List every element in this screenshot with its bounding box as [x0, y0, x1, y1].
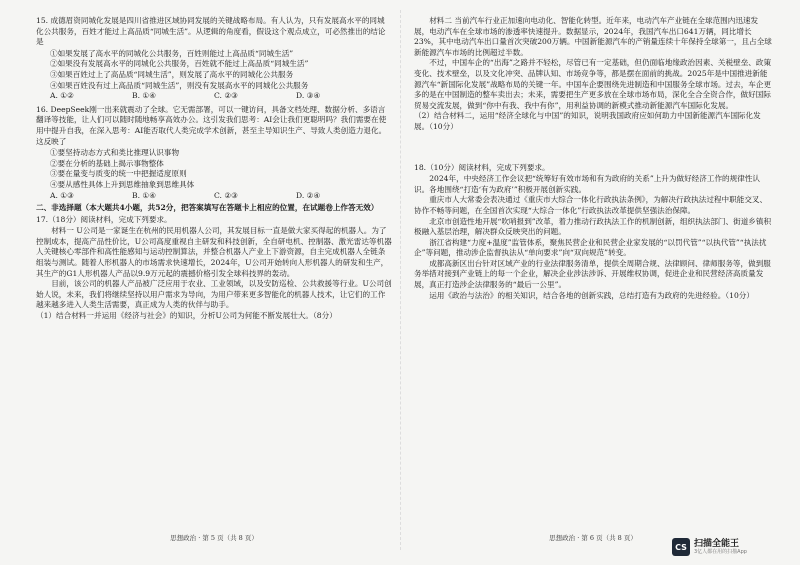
q17-material-1b: 目前，该公司的机器人产品被广泛应用于农业、工业领域，以及安防巡检、公共救援等行业。U公司创始人说，未来，我们将继续坚持以用户需求为导向，为用户带来更多智能化的机器人技术，让它们的工作越来越多进入人类生活需要，真正成为人类的伙伴与助手。 — [36, 279, 392, 310]
q15-item-3: ③如果百姓过上了高品质“同城生活”，则发展了高水平的同城化公共服务 — [50, 69, 294, 79]
q16-options — [36, 191, 392, 202]
right-page — [414, 16, 772, 543]
q18-para-1: 2024年，中央经济工作会议把“统筹好有效市场和有为政府的关系”上升为做好经济工作的规律性认识。各地围绕“打造‘有为政府’”积极开展创新实践。 — [414, 174, 761, 194]
q18-para-5: 成都高新区出台针对区域产业的行业法律服务清单，提供全周期合规、法律顾问、律师服务等，做到服务举措对接到产业链上的每一个企业，解决企业涉法涉诉、开展维权协调，促进企业和民营经济高质量发展，真正打造涉企法律服务的“最后一公里”。 — [414, 258, 771, 290]
watermark-subtitle: 3亿人都在用的扫描App — [694, 548, 747, 555]
q18-para-4: 浙江省构建“力度+温度”监管体系，聚焦民营企业和民营企业家发展的“以罚代管”“以执代管”“执法扰企”等问题，推动涉企监督执法从“单向要求”向“双向规范”转变。 — [414, 237, 767, 258]
q16-stem: 16. DeepSeek刚一出来就震动了全球。它无需部署，可以一键访问，具备文档处理、数据分析、多语言翻译等技能，让人们可以随时随地畅享高效办公。这引发我们思考：AI会让我们更聪明吗？我们需要在使用中提升自我，在深入思考：AI能否取代人类完成学术创新，甚至主导知识生产、导致人类创造力退化。这反映了 — [36, 104, 387, 146]
left-page-footer: 思想政治 · 第 5 页（共 8 页） — [170, 534, 258, 543]
q15-item-4: ④如果百姓没有过上高品质“同城生活”，则没有发展高水平的同城化公共服务 — [50, 80, 309, 90]
section-2-heading: 二、非选择题（本大题共4小题，共52分，把答案填写在答题卡上相应的位置，在试题卷上作答无效） — [36, 203, 379, 213]
q15-option-c: C. ②③ — [214, 91, 238, 101]
q16-item-2: ②要在分析的基础上揭示事物整体 — [50, 158, 164, 168]
q18-requirement: 运用《政治与法治》的相关知识，结合各地的创新实践，总结打造有为政府的先进经验。（10分） — [429, 290, 754, 300]
q15-item-2: ②如果没有发展高水平的同城化公共服务，百姓就不能过上高品质“同城生活” — [50, 59, 309, 69]
q17-material-1: 材料一 U公司是一家诞生在杭州的民用机器人公司，其发展目标一直是做大家买得起的机器人。为了控制成本，提高产品性价比，U公司高度重视自主研发和科技创新，全自研电机、控制器、激光雷达等机器人关键核心零部件和高性能感知与运动控制算法，并整合机器人产业上下游资源，自主完成机器人全链条组装与测试。随着人形机器人的市场需求快速增长，2024年，U公司开始转向人形机器人的研发和生产，其生产的G1人形机器人产品以9.9万元起的震撼价格引发全球科技界的轰动。 — [36, 226, 392, 278]
q17-material-2: 材料二 当前汽车行业正加速向电动化、智能化转型。近年来，电动汽车产业链在全球范围内迅速发展，电动汽车在全球市场的渗透率快速提升。数据显示，2024年，我国汽车出口641万辆，同比增长23%，其中电动汽车出口量首次突破200万辆。中国新能源汽车的产销量连续十年保持全球第一，且占全球新能源汽车市场的比例超过半数。 — [414, 16, 772, 57]
q16-item-3: ③要在量变与质变的统一中把握适度原则 — [50, 169, 187, 179]
q16-option-d: D. ②④ — [296, 190, 321, 200]
camscanner-logo-icon: CS — [672, 538, 690, 556]
right-page-footer: 思想政治 · 第 6 页（共 8 页） — [549, 534, 637, 543]
q18-para-3: 北京市创造性地开展“吹哨报到”改革，着力推动行政执法工作的机制创新，组织执法部门、街道乡镇积极融入基层治理，解决群众反映突出的问题。 — [414, 216, 772, 237]
q17-stem: 17.（18分）阅读材料，完成下列要求。 — [36, 214, 172, 224]
q17-requirement-1: （1）结合材料一并运用《经济与社会》的知识，分析U公司为何能不断发展壮大。（8分） — [36, 311, 337, 321]
q16-item-1: ①要坚持动态方式和类比推理认识事物 — [50, 148, 180, 158]
q18-para-2: 重庆市人大常委会表决通过《重庆市大综合一体化行政执法条例》，为解决行政执法过程中职能交叉、协作不畅等问题，在全国首次实现“大综合一体化”行政执法改革提供坚强法治保障。 — [414, 195, 768, 215]
camscanner-watermark — [672, 535, 792, 559]
q15-option-d: D. ③④ — [296, 91, 321, 101]
page-divider — [400, 10, 401, 550]
q16-option-b: B. ①④ — [132, 190, 157, 200]
q15-options — [36, 91, 392, 102]
q16-option-a: A. ①③ — [50, 190, 74, 200]
q16-option-c: C. ②③ — [214, 190, 238, 200]
q15-item-1: ①如果发展了高水平的同城化公共服务，百姓则能过上高品质“同城生活” — [50, 48, 294, 58]
q18-stem: 18.（10分）阅读材料，完成下列要求。 — [414, 162, 550, 172]
q15-option-b: B. ①④ — [132, 91, 157, 101]
watermark-title: 扫描全能王 — [694, 538, 740, 549]
q16-item-4: ④要从感性具体上升到思维抽象到思维具体 — [50, 179, 195, 189]
q17-requirement-2: （2）结合材料二，运用“经济全球化与中国”的知识，说明我国政府应如何助力中国新能源汽车国际化发展。（10分） — [414, 111, 761, 131]
q15-stem: 15. 成德眉资同城化发展是四川省推进区域协同发展的关键战略布局。有人认为，只有发展高水平的同城化公共服务，百姓才能过上高品质“同城生活”。从逻辑的角度看，假设这个观点成立，可必然推出的结论是 — [36, 16, 386, 47]
q15-option-a: A. ①② — [50, 91, 74, 101]
left-page — [36, 16, 392, 543]
q17-material-2b: 不过，中国车企的“出海”之路并不轻松，尽管已有一定基础，但仍面临地缘政治因素、关税壁垒、政策变化、技术壁垒，以及文化冲突、品牌认知、市场竞争等，都是摆在面前的挑战。2025年是中国推进新能源汽车“新国际化发展”战略布局的关键一年。中国车企要围绕先进制造和中国服务全球市场。过去，车企更多的是在中国制造的整车卖出去；未来，需要把生产更多放在全球市场布局，深化全合全资合作，做好国际贸易交流发展，做到“你中有我、我中有你”，用利益协调的新模式推动新能源汽车国际化发展。 — [414, 58, 772, 110]
